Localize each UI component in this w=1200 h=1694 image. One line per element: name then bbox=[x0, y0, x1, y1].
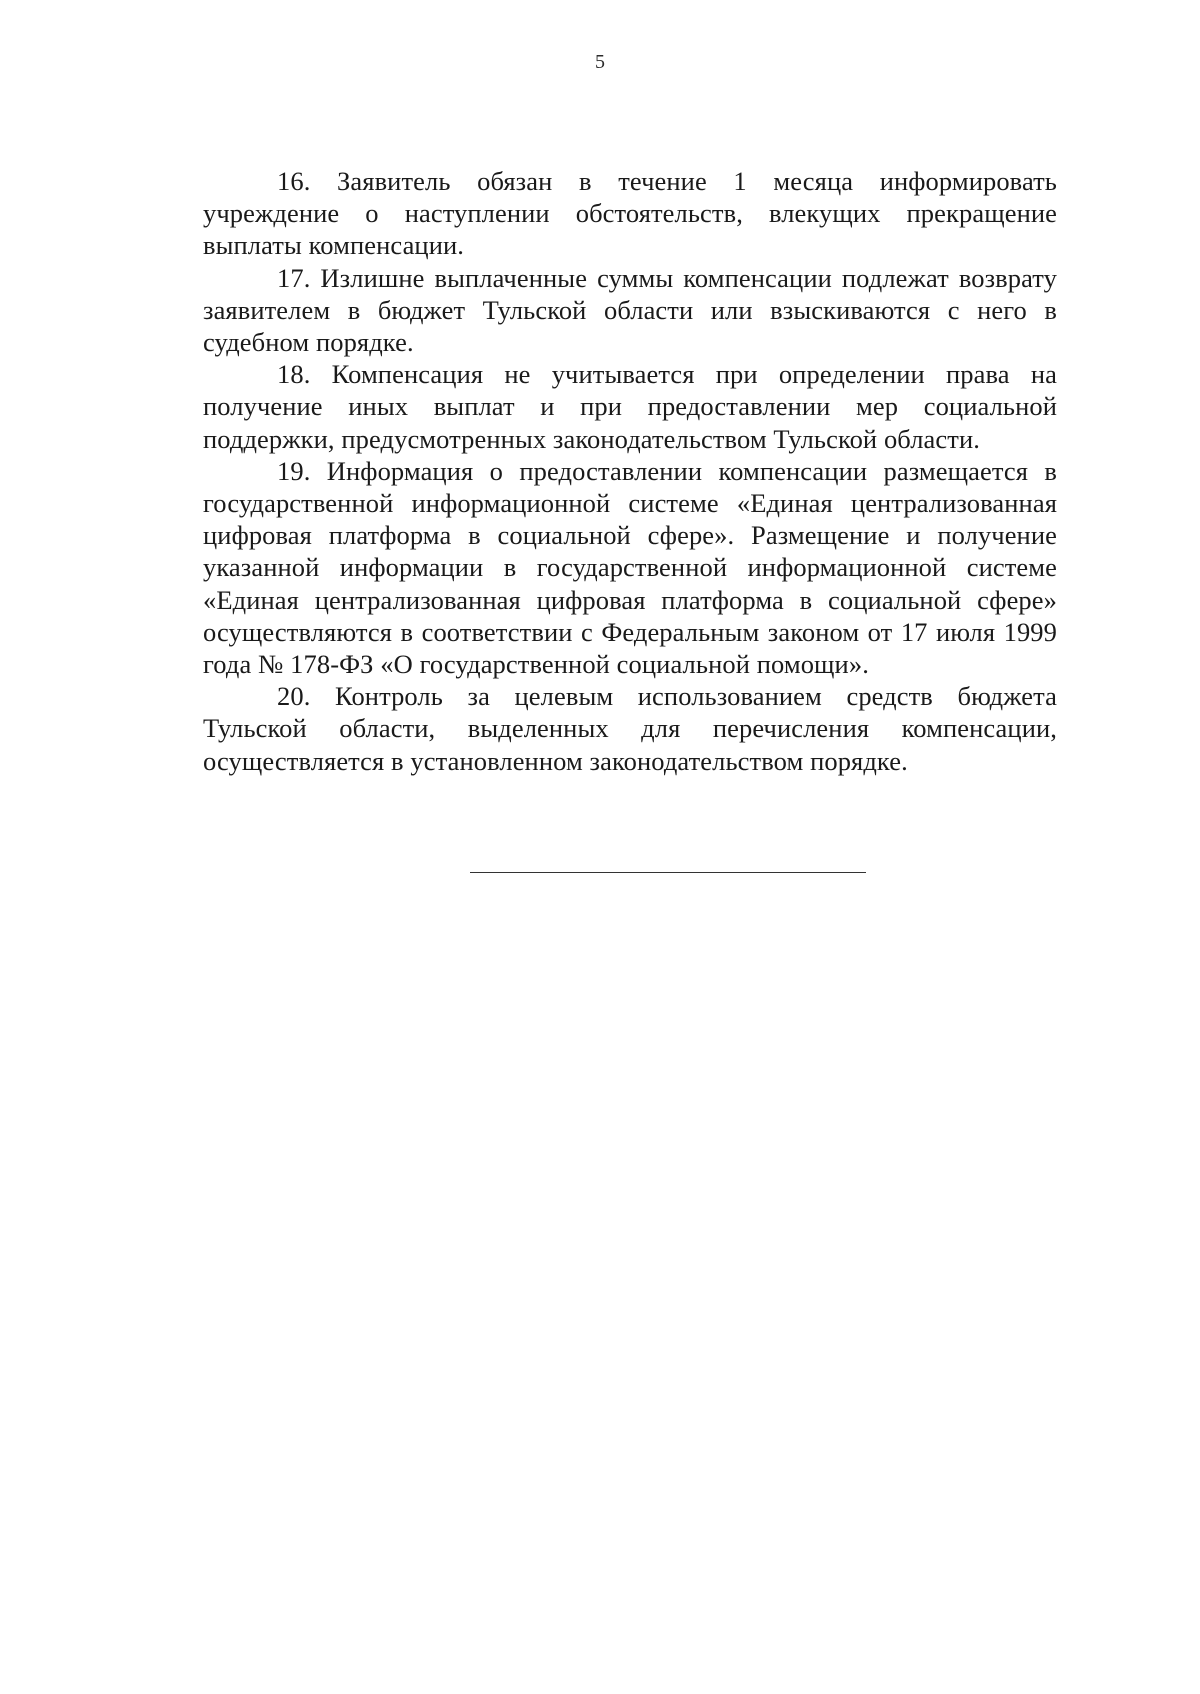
paragraph-20: 20. Контроль за целевым использованием средств бюджета Тульской области, выделенных для перечисления компенсации, осуществляется в установленном законодательством порядке. bbox=[203, 681, 1057, 776]
paragraph-16: 16. Заявитель обязан в течение 1 месяца информировать учреждение о наступлении обстоятельств, влекущих прекращение выплаты компенсации. bbox=[203, 166, 1057, 261]
document-body bbox=[203, 165, 1057, 777]
end-of-document-line bbox=[470, 872, 866, 873]
paragraph-18: 18. Компенсация не учитывается при определении права на получение иных выплат и при предоставлении мер социальной поддержки, предусмотренных законодательством Тульской области. bbox=[203, 359, 1057, 454]
paragraph-19: 19. Информация о предоставлении компенсации размещается в государственной информационной системе «Единая централизованная цифровая платформа в социальной сфере». Размещение и получение указанной информации в государственной информационной системе «Единая централизованная цифровая платформа в социальной сфере» осуществляются в соответствии с Федеральным законом от 17 июля 1999 года № 178-ФЗ «О государственной социальной помощи». bbox=[203, 455, 1057, 680]
page-number: 5 bbox=[595, 51, 605, 73]
paragraph-17: 17. Излишне выплаченные суммы компенсации подлежат возврату заявителем в бюджет Тульской области или взыскиваются с него в судебном порядке. bbox=[203, 262, 1057, 358]
